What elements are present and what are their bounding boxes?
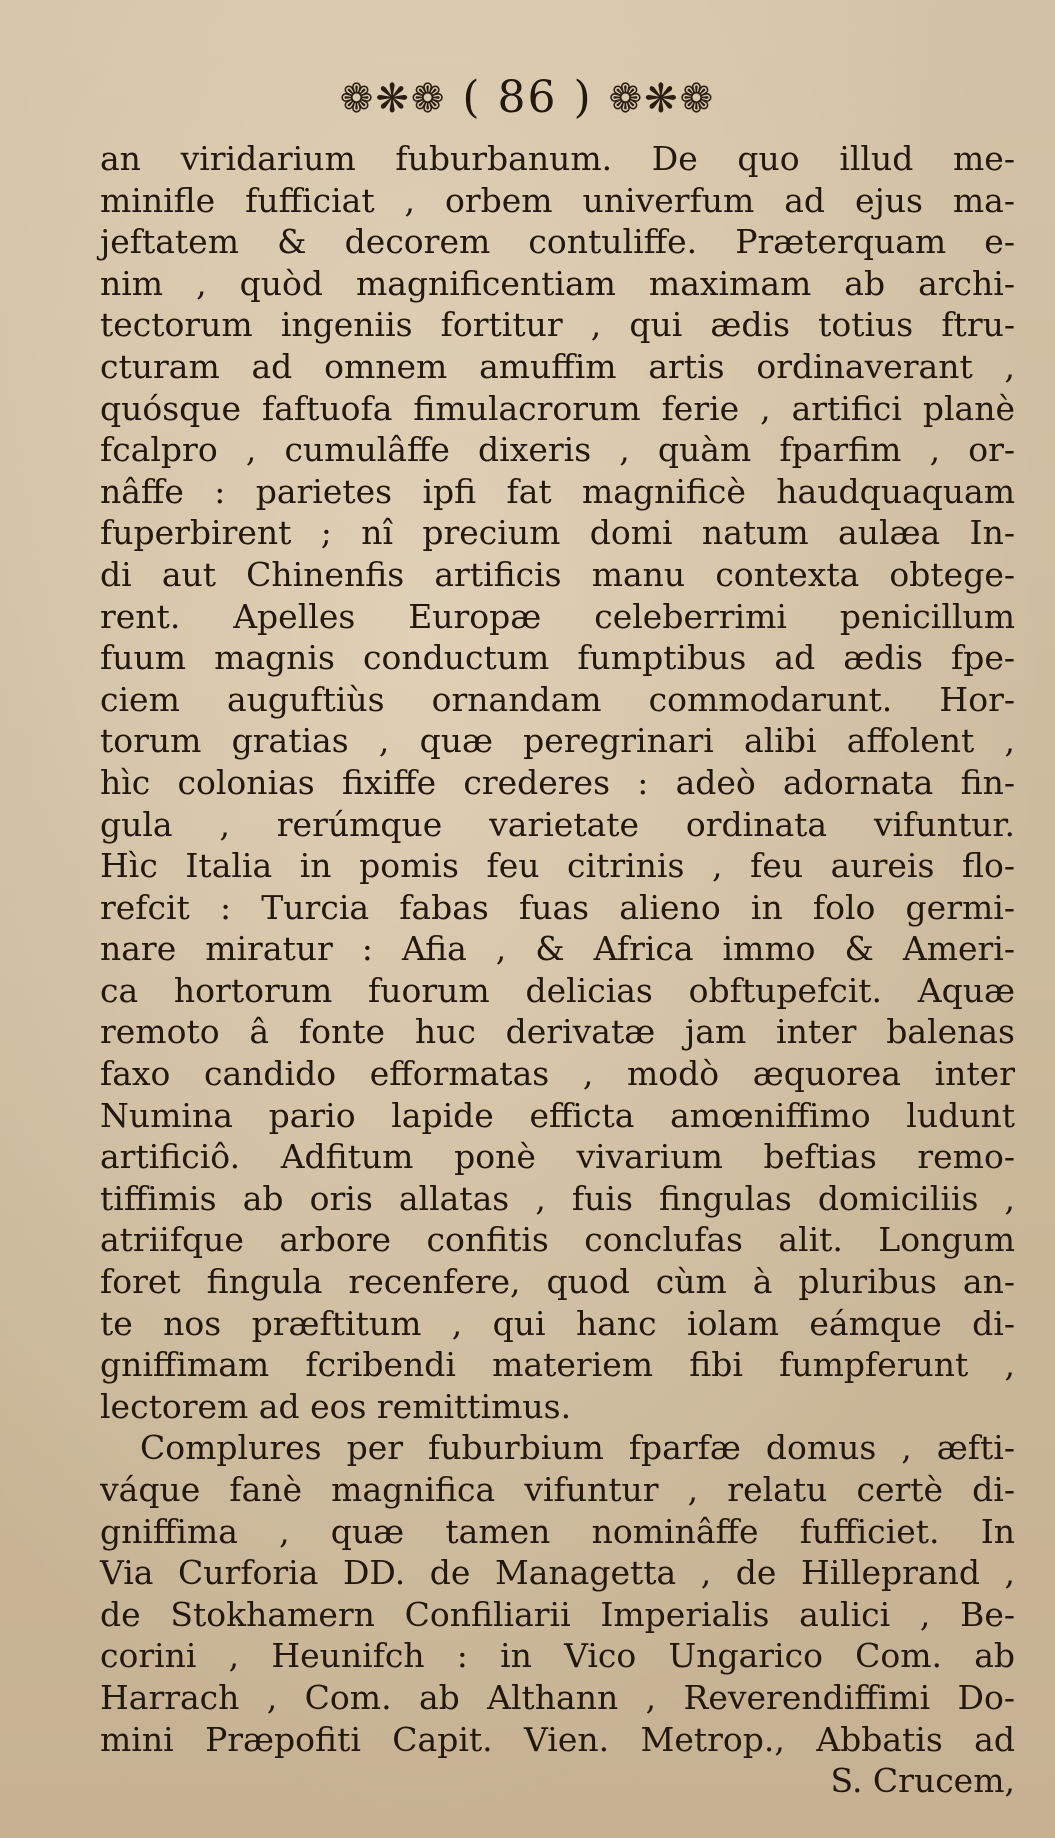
body-text (100, 138, 1015, 1802)
text-line: te nos præftitum , qui hanc iolam eámque di- (100, 1303, 1015, 1343)
text-line: faxo candido efformatas , modò æquorea inter (100, 1054, 1015, 1094)
text-line: gniffima , quæ tamen nominâffe fufficiet. In (100, 1511, 1015, 1551)
catchword-line: S. Crucem, (830, 1761, 1015, 1801)
text-line: an viridarium fuburbanum. De quo illud me- (100, 139, 1015, 178)
text-line: nim , quòd magnificentiam maximam ab archi- (100, 263, 1015, 303)
text-line: nare miratur : Afia , & Africa immo & Ameri- (100, 929, 1015, 969)
text-line: fuum magnis conductum fumptibus ad ædis fpe- (100, 638, 1015, 678)
text-line: remoto â fonte huc derivatæ jam inter balenas (100, 1012, 1015, 1052)
text-line: foret fingula recenfere, quod cùm à pluribus an- (100, 1262, 1015, 1302)
text-line: quósque faftuofa fimulacrorum ferie , artifici planè (100, 388, 1015, 428)
text-line: Via Curforia DD. de Managetta , de Hilleprand , (100, 1553, 1015, 1593)
text-line: Hìc Italia in pomis feu citrinis , feu aureis flo- (100, 846, 1015, 886)
ornament-right: ❁❋❁ (608, 76, 716, 122)
text-line: Numina pario lapide efficta amœniffimo ludunt (100, 1095, 1015, 1135)
paragraph-start-line: Complures per fuburbium fparfæ domus , æfti- (140, 1428, 1015, 1468)
text-line: mini Præpofiti Capit. Vien. Metrop., Abbatis ad (100, 1719, 1015, 1759)
page-number: ( 86 ) (462, 72, 593, 123)
paragraph-end-line: lectorem ad eos remittimus. (100, 1386, 572, 1426)
text-line: gula , rerúmque varietate ordinata vifuntur. (100, 804, 1015, 844)
text-line: jeftatem & decorem contuliffe. Præterquam e- (100, 222, 1015, 262)
text-line: atriifque arbore confitis conclufas alit. Longum (100, 1220, 1015, 1260)
text-line: nâffe : parietes ipfi fat magnificè haudquaquam (100, 471, 1015, 511)
text-line: rent. Apelles Europæ celeberrimi penicillum (100, 596, 1015, 636)
text-line: di aut Chinenfis artificis manu contexta obtege- (100, 554, 1015, 594)
page-header (0, 70, 1055, 127)
text-line: tiffimis ab oris allatas , fuis fingulas domiciliis , (100, 1178, 1015, 1218)
text-line: hìc colonias fixiffe crederes : adeò adornata fin- (100, 762, 1015, 802)
text-line: tectorum ingeniis fortitur , qui ædis totius ftru- (100, 305, 1015, 345)
text-line: corini , Heunifch : in Vico Ungarico Com. ab (100, 1636, 1015, 1676)
text-line: torum gratias , quæ peregrinari alibi affolent , (100, 721, 1015, 761)
text-line: fcalpro , cumulâffe dixeris , quàm fparfim , or- (100, 430, 1015, 470)
text-line: gniffimam fcribendi materiem fibi fumpferunt , (100, 1345, 1015, 1385)
text-line: váque fanè magnifica vifuntur , relatu certè di- (100, 1470, 1015, 1509)
text-line: fuperbirent ; nî precium domi natum aulæa In- (100, 513, 1015, 553)
ornament-left: ❁❋❁ (339, 76, 447, 122)
text-line: refcit : Turcia fabas fuas alieno in folo germi- (100, 887, 1015, 927)
text-line: Harrach , Com. ab Althann , Reverendiffimi Do- (100, 1677, 1015, 1717)
text-line: artificiô. Adfitum ponè vivarium beftias remo- (100, 1137, 1015, 1177)
text-line: de Stokhamern Confiliarii Imperialis aulici , Be- (100, 1594, 1015, 1634)
text-line: minifle fufficiat , orbem univerfum ad ejus ma- (100, 180, 1015, 220)
text-line: ca hortorum fuorum delicias obftupefcit. Aquæ (100, 970, 1015, 1010)
text-line: cturam ad omnem amuffim artis ordinaverant , (100, 346, 1015, 386)
text-line: ciem auguftiùs ornandam commodarunt. Hor- (100, 679, 1015, 719)
